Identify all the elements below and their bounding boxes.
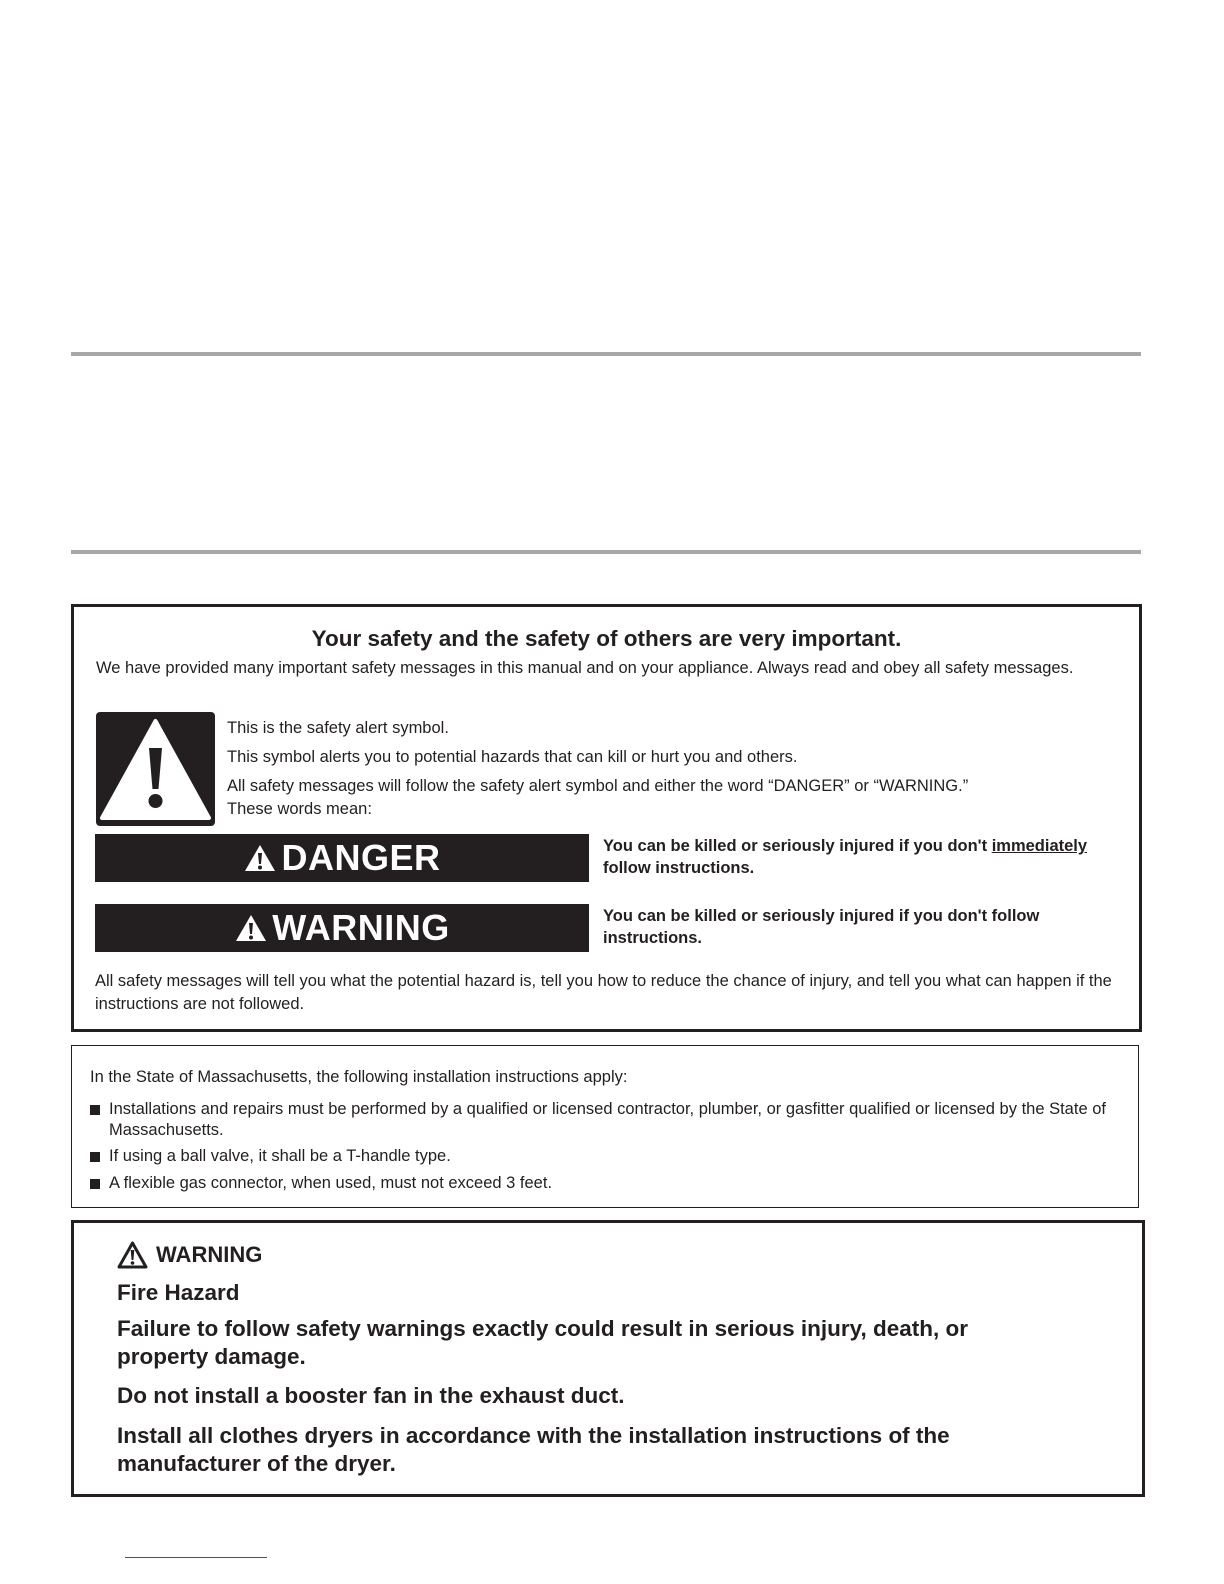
safety-footer-text: All safety messages will tell you what the potential hazard is, tell you how to reduce the chance of injury, and tell you what can happen if the instructions are not followed. <box>95 972 1112 1013</box>
fire-warning-line-1: Failure to follow safety warnings exactly could result in serious injury, death, or property damage. <box>117 1316 969 1369</box>
warning-triangle-icon <box>234 913 268 943</box>
list-item <box>90 1173 1110 1194</box>
bullet-square-icon <box>90 1152 100 1162</box>
top-divider-rule <box>71 352 1141 356</box>
alert-line-4: These words mean: <box>227 800 372 818</box>
fire-warning-line-3: Install all clothes dryers in accordance with the installation instructions of the manufacturer of the dryer. <box>117 1423 950 1476</box>
list-item-text: Installations and repairs must be performed by a qualified or licensed contractor, plumber, or gasfitter qualified or licensed by the State of Massachusetts. <box>109 1100 1106 1139</box>
fire-warning-signal-word: WARNING <box>156 1242 263 1267</box>
warning-banner <box>95 904 589 952</box>
list-item <box>90 1146 1110 1167</box>
safety-title: Your safety and the safety of others are very important. <box>311 626 902 651</box>
safety-info-box <box>71 604 1142 1032</box>
danger-text-end: follow instructions. <box>603 859 755 877</box>
list-item-text: If using a ball valve, it shall be a T-handle type. <box>109 1147 451 1165</box>
danger-meaning <box>603 835 1133 879</box>
fire-warning-line-2: Do not install a booster fan in the exhaust duct. <box>117 1383 625 1408</box>
list-item-text: A flexible gas connector, when used, must not exceed 3 feet. <box>109 1174 553 1192</box>
danger-text: You can be killed or seriously injured if you don't <box>603 837 992 855</box>
alert-line-2: This symbol alerts you to potential hazards that can kill or hurt you and others. <box>227 748 798 766</box>
alert-line-3: All safety messages will follow the safety alert symbol and either the word “DANGER” or “WARNING.” <box>227 777 969 795</box>
list-item <box>90 1099 1110 1141</box>
massachusetts-box <box>71 1045 1139 1208</box>
safety-alert-symbol-icon <box>96 712 215 826</box>
bullet-square-icon <box>90 1105 100 1115</box>
fire-hazard-warning-box <box>71 1220 1145 1497</box>
danger-triangle-icon <box>243 843 277 873</box>
fire-hazard-title: Fire Hazard <box>117 1280 240 1305</box>
danger-emphasis: immediately <box>991 837 1088 855</box>
warning-meaning: You can be killed or seriously injured if you don't follow instructions. <box>603 907 1040 947</box>
alert-line-1: This is the safety alert symbol. <box>227 719 449 737</box>
massachusetts-intro: In the State of Massachusetts, the following installation instructions apply: <box>90 1068 628 1086</box>
warning-label: WARNING <box>272 907 450 948</box>
bottom-link-underline <box>125 1557 267 1558</box>
warning-triangle-icon <box>117 1241 148 1269</box>
danger-banner <box>95 834 589 882</box>
fire-warning-heading <box>117 1241 262 1269</box>
danger-label: DANGER <box>281 837 441 878</box>
second-divider-rule <box>71 550 1141 554</box>
bullet-square-icon <box>90 1179 100 1189</box>
safety-intro-text: We have provided many important safety messages in this manual and on your appliance. Always read and obey all safety messages. <box>96 659 1074 677</box>
